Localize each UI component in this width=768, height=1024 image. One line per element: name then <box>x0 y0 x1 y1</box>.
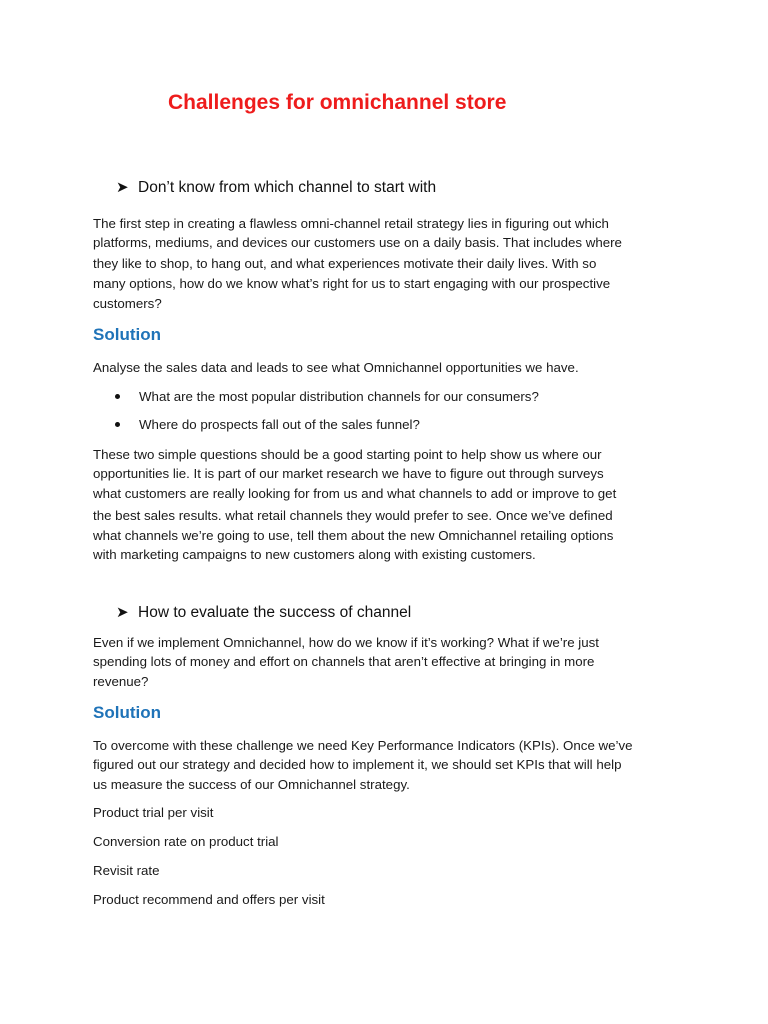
arrowhead-bullet-icon: ➤ <box>116 179 129 196</box>
section-heading-channel-start <box>116 177 436 199</box>
section-heading-text: Don’t know from which channel to start with <box>138 179 437 196</box>
paragraph-line: what channels we’re going to use, tell them about the new Omnichannel retailing options <box>93 527 614 543</box>
section1-closing-paragraph <box>93 445 673 564</box>
paragraph-line: platforms, mediums, and devices our customers use on a daily basis. That includes where <box>93 235 622 251</box>
kpi-item: Product trial per visit <box>93 805 214 820</box>
paragraph-line: figured out our strategy and decided how to implement it, we should set KPIs that will help <box>93 757 622 773</box>
paragraph-line: the best sales results. what retail channels they would prefer to see. Once we’ve defined <box>93 508 613 524</box>
bullet-text: What are the most popular distribution channels for our consumers? <box>139 389 539 404</box>
section1-intro-paragraph <box>93 214 673 313</box>
paragraph-line: customers? <box>93 295 162 311</box>
section2-intro-paragraph <box>93 633 673 691</box>
paragraph-line: Even if we implement Omnichannel, how do we know if it’s working? What if we’re just <box>93 635 599 650</box>
paragraph-line: revenue? <box>93 673 149 689</box>
paragraph-line: us measure the success of our Omnichannel strategy. <box>93 776 410 792</box>
filled-circle-bullet-icon <box>115 422 120 427</box>
arrowhead-bullet-icon: ➤ <box>116 604 129 621</box>
solution-heading: Solution <box>93 325 161 344</box>
paragraph-line: spending lots of money and effort on channels that aren’t effective at bringing in more <box>93 654 595 670</box>
filled-circle-bullet-icon <box>115 394 120 399</box>
paragraph-line: with marketing campaigns to new customers along with existing customers. <box>93 547 536 563</box>
paragraph-line: they like to shop, to hang out, and what experiences motivate their daily lives. With so <box>93 255 597 271</box>
kpi-item: Revisit rate <box>93 863 160 878</box>
document-title: Challenges for omnichannel store <box>168 91 507 114</box>
section-heading-evaluate-success <box>116 602 411 624</box>
solution-intro-text: Analyse the sales data and leads to see what Omnichannel opportunities we have. <box>93 360 579 375</box>
paragraph-line: These two simple questions should be a good starting point to help show us where our <box>93 447 602 462</box>
paragraph-line: The first step in creating a flawless omni-channel retail strategy lies in figuring out which <box>93 216 609 231</box>
section2-solution-paragraph <box>93 736 673 794</box>
paragraph-line: opportunities lie. It is part of our market research we have to figure out through surveys <box>93 466 604 482</box>
paragraph-line: what customers are really looking for from us and what channels to add or improve to get <box>93 485 617 501</box>
bullet-item <box>115 387 539 406</box>
section-heading-text: How to evaluate the success of channel <box>138 604 412 621</box>
paragraph-line: many options, how do we know what’s right for us to start engaging with our prospective <box>93 276 611 292</box>
bullet-item <box>115 415 420 434</box>
bullet-text: Where do prospects fall out of the sales funnel? <box>139 417 420 432</box>
paragraph-line: To overcome with these challenge we need Key Performance Indicators (KPIs). Once we’ve <box>93 738 633 753</box>
kpi-item: Product recommend and offers per visit <box>93 892 325 907</box>
solution-heading: Solution <box>93 703 161 722</box>
kpi-item: Conversion rate on product trial <box>93 834 279 849</box>
